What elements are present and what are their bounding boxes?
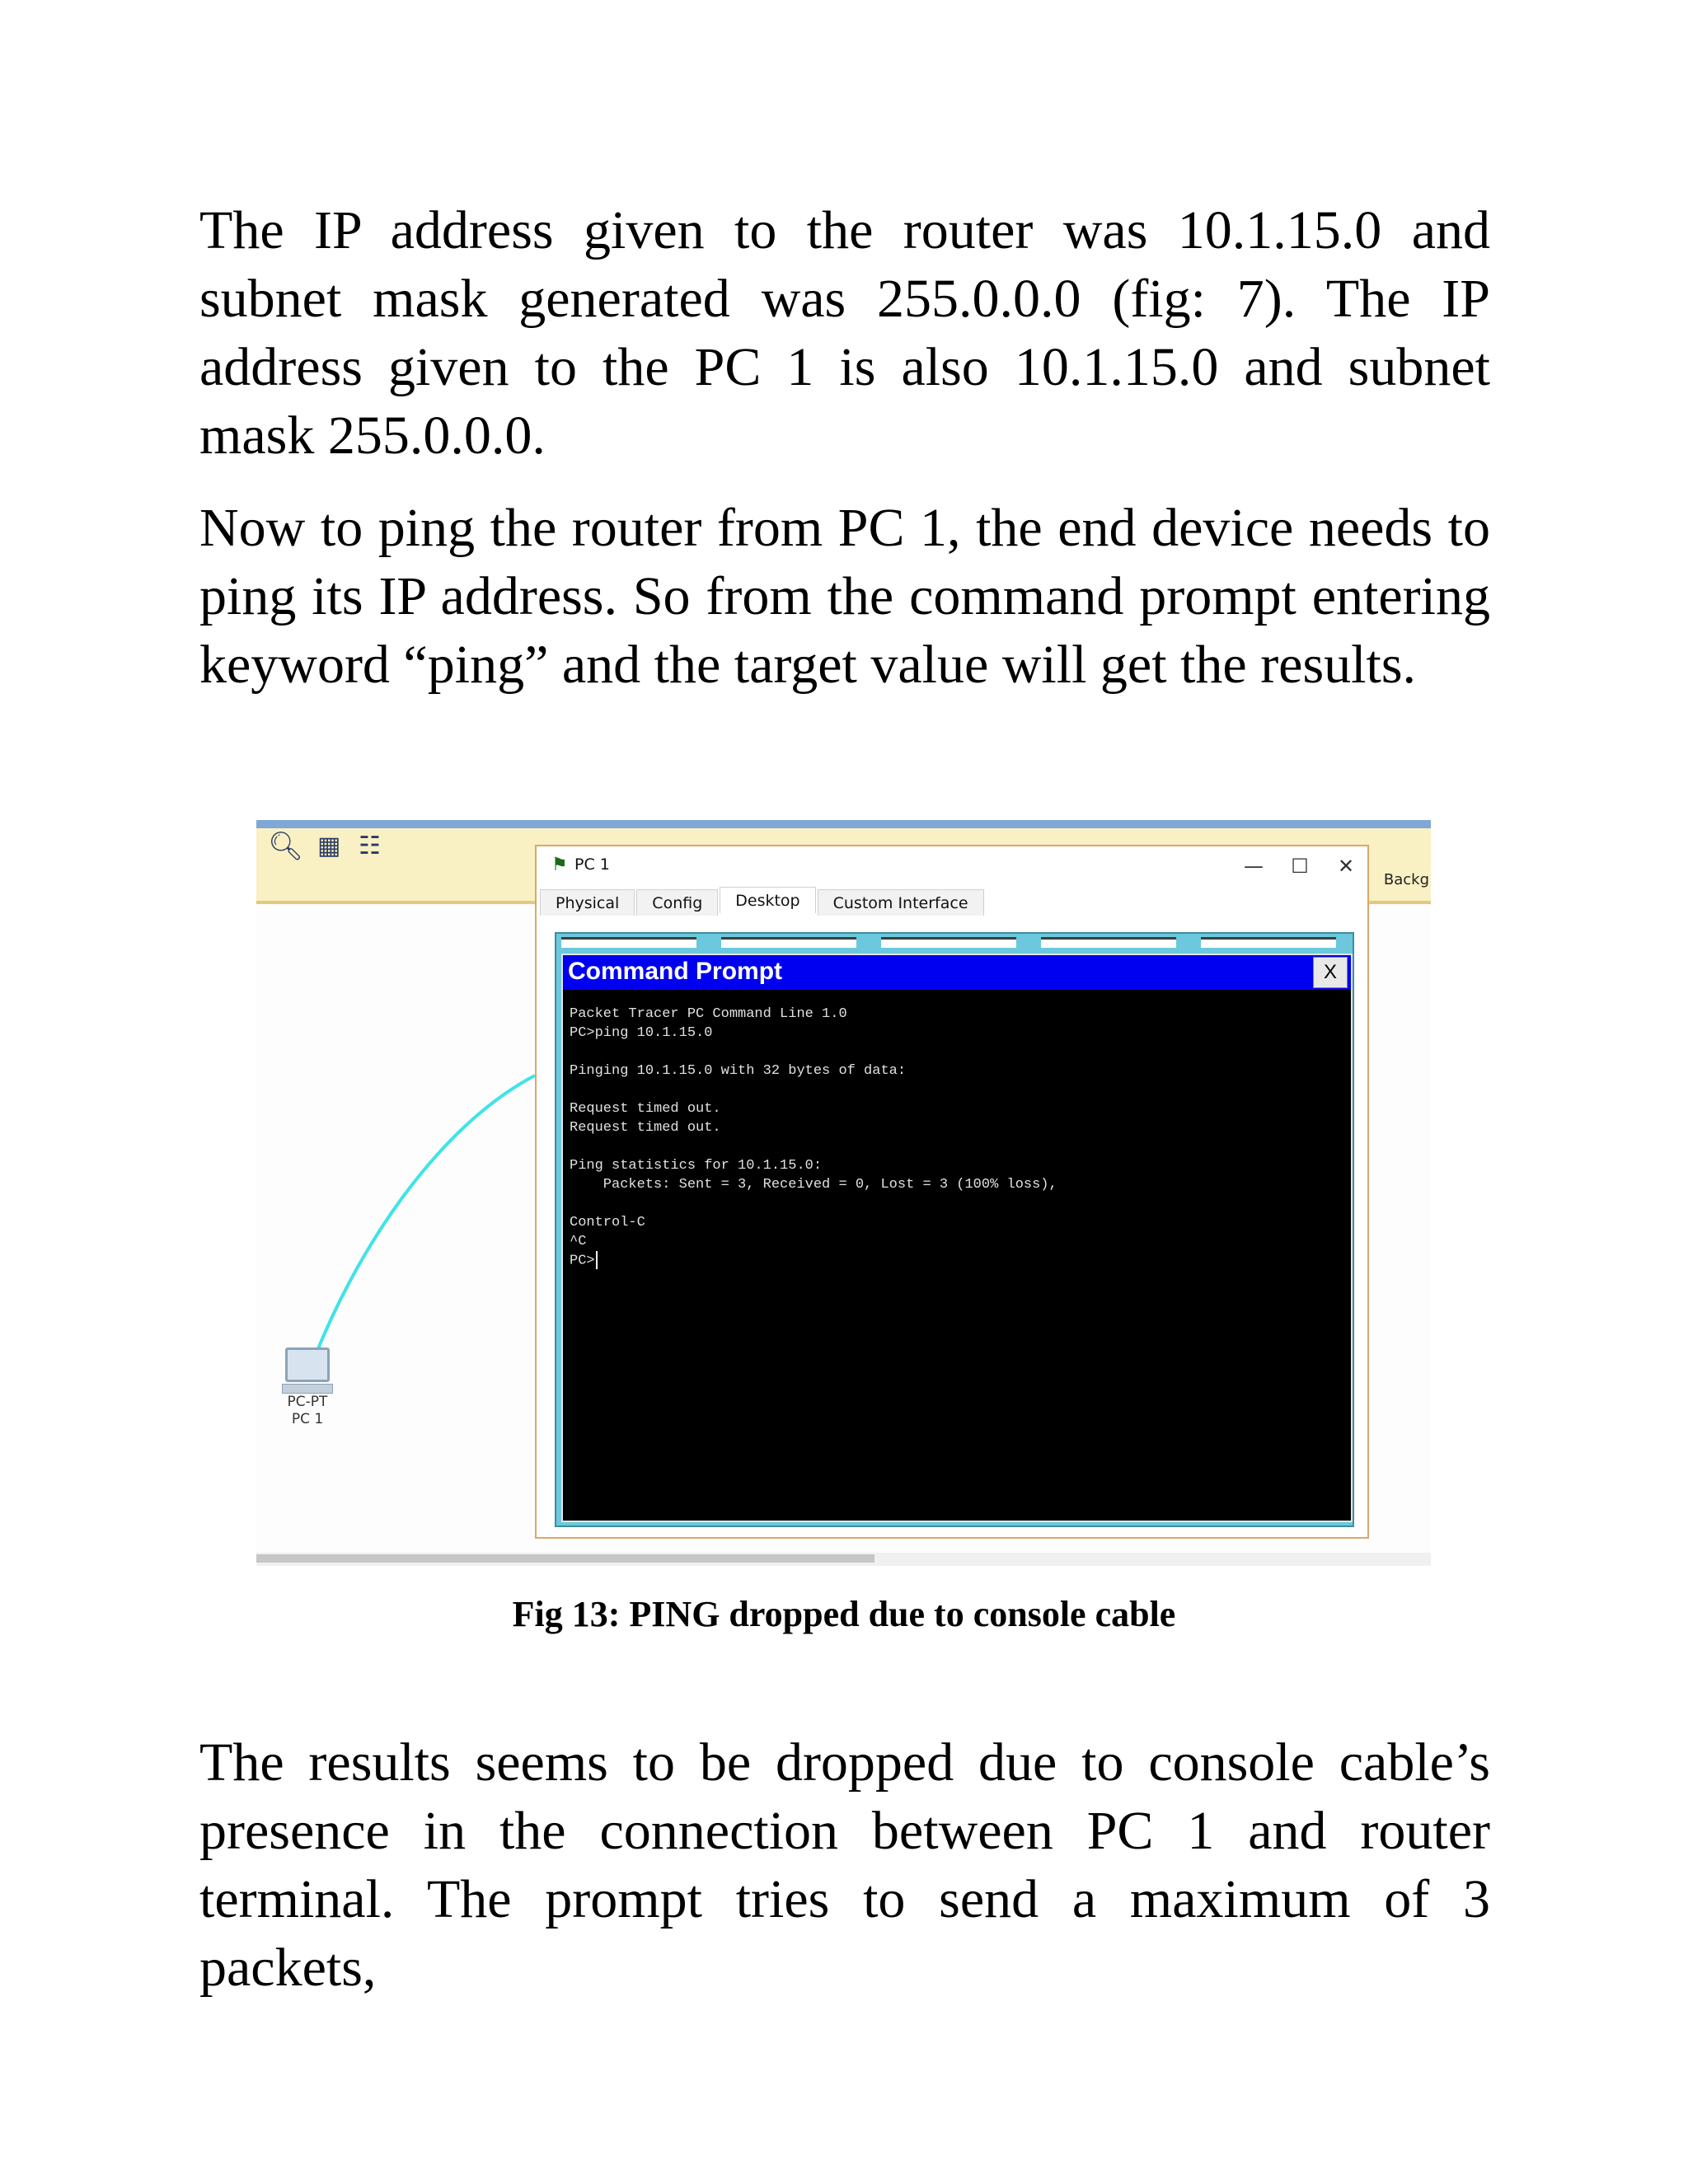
- command-prompt-title: Command Prompt: [568, 958, 783, 985]
- cmd-line: [570, 1194, 1344, 1213]
- pc-base: [282, 1384, 333, 1394]
- tab-custom-interface[interactable]: Custom Interface: [818, 889, 984, 916]
- toolbar-edge: [256, 820, 1431, 828]
- paragraph-results: The results seems to be dropped due to console cable’s presence in the connection between PC 1 and router terminal. The prompt tries to send a maximum of 3 packets,: [199, 1732, 1490, 1998]
- figure-caption: Fig 13: PING dropped due to console cable: [512, 1594, 1176, 1634]
- tab-physical[interactable]: Physical: [540, 889, 635, 916]
- pc-window: [535, 845, 1369, 1539]
- cmd-line: [570, 1080, 1344, 1099]
- figure-screenshot: [256, 820, 1431, 1566]
- console-cable: [311, 1076, 535, 1367]
- paragraph-ip-address: The IP address given to the router was 10.1.15.0 and subnet mask generated was 255.0.0.0 (fig: 7). The IP address given to the PC 1 is also 10.1.15.0 and subnet mask 255.0.0.0.: [199, 200, 1490, 466]
- device-name-label: PC 1: [291, 1411, 324, 1427]
- cmd-line: Pinging 10.1.15.0 with 32 bytes of data:: [570, 1063, 907, 1079]
- device-type-label: PC-PT: [287, 1394, 328, 1410]
- text-cursor: [596, 1251, 598, 1269]
- command-prompt-window[interactable]: [561, 954, 1353, 1522]
- desktop-app-icon[interactable]: [1201, 937, 1336, 948]
- cmd-line: Request timed out.: [570, 1101, 721, 1117]
- command-output[interactable]: [570, 1005, 1344, 1511]
- window-title: PC 1: [574, 855, 610, 874]
- command-prompt-titlebar[interactable]: [563, 955, 1351, 990]
- tab-desktop[interactable]: Desktop: [720, 887, 815, 913]
- cmd-line: Ping statistics for 10.1.15.0:: [570, 1158, 823, 1174]
- cmd-line: Packets: Sent = 3, Received = 0, Lost = 3 (100% loss),: [570, 1177, 1057, 1193]
- tab-config[interactable]: Config: [636, 889, 718, 916]
- cmd-line: Request timed out.: [570, 1120, 721, 1136]
- desktop-app-icon[interactable]: [721, 937, 856, 948]
- scrollbar-thumb[interactable]: [256, 1554, 874, 1563]
- palette-icon[interactable]: ▦: [317, 832, 341, 860]
- pc-device[interactable]: [278, 1347, 337, 1428]
- desktop-app-icon[interactable]: [561, 937, 696, 948]
- cmd-prompt: PC>: [570, 1253, 595, 1269]
- cmd-line: [570, 1043, 1344, 1062]
- background-label: Backg: [1383, 871, 1429, 888]
- minimize-button[interactable]: —: [1244, 855, 1264, 878]
- command-prompt-close-button[interactable]: X: [1313, 957, 1348, 988]
- cmd-line: [570, 1137, 1344, 1156]
- magnifier-icon[interactable]: 🔍︎: [268, 830, 304, 863]
- close-button[interactable]: ✕: [1337, 855, 1355, 878]
- cmd-prompt-line[interactable]: [570, 1251, 1344, 1270]
- desktop-area: [555, 932, 1354, 1527]
- pc-icon: [285, 1347, 330, 1382]
- cmd-line: Control-C: [570, 1215, 645, 1230]
- cmd-line: Packet Tracer PC Command Line 1.0: [570, 1006, 847, 1022]
- window-titlebar[interactable]: [537, 846, 1367, 886]
- device-icon[interactable]: ☷: [359, 832, 381, 860]
- window-tabs: [540, 889, 986, 916]
- desktop-app-icon[interactable]: [881, 937, 1016, 948]
- cmd-line: ^C: [570, 1234, 587, 1249]
- packet-tracer-icon: ⚑: [551, 855, 568, 875]
- cmd-line: PC>ping 10.1.15.0: [570, 1025, 713, 1041]
- horizontal-scrollbar[interactable]: [256, 1553, 1431, 1566]
- paragraph-ping-instructions: Now to ping the router from PC 1, the end device needs to ping its IP address. So from the command prompt entering keyword “ping” and the target value will get the results.: [199, 498, 1490, 695]
- maximize-button[interactable]: ☐: [1291, 855, 1309, 878]
- desktop-app-icon[interactable]: [1041, 937, 1176, 948]
